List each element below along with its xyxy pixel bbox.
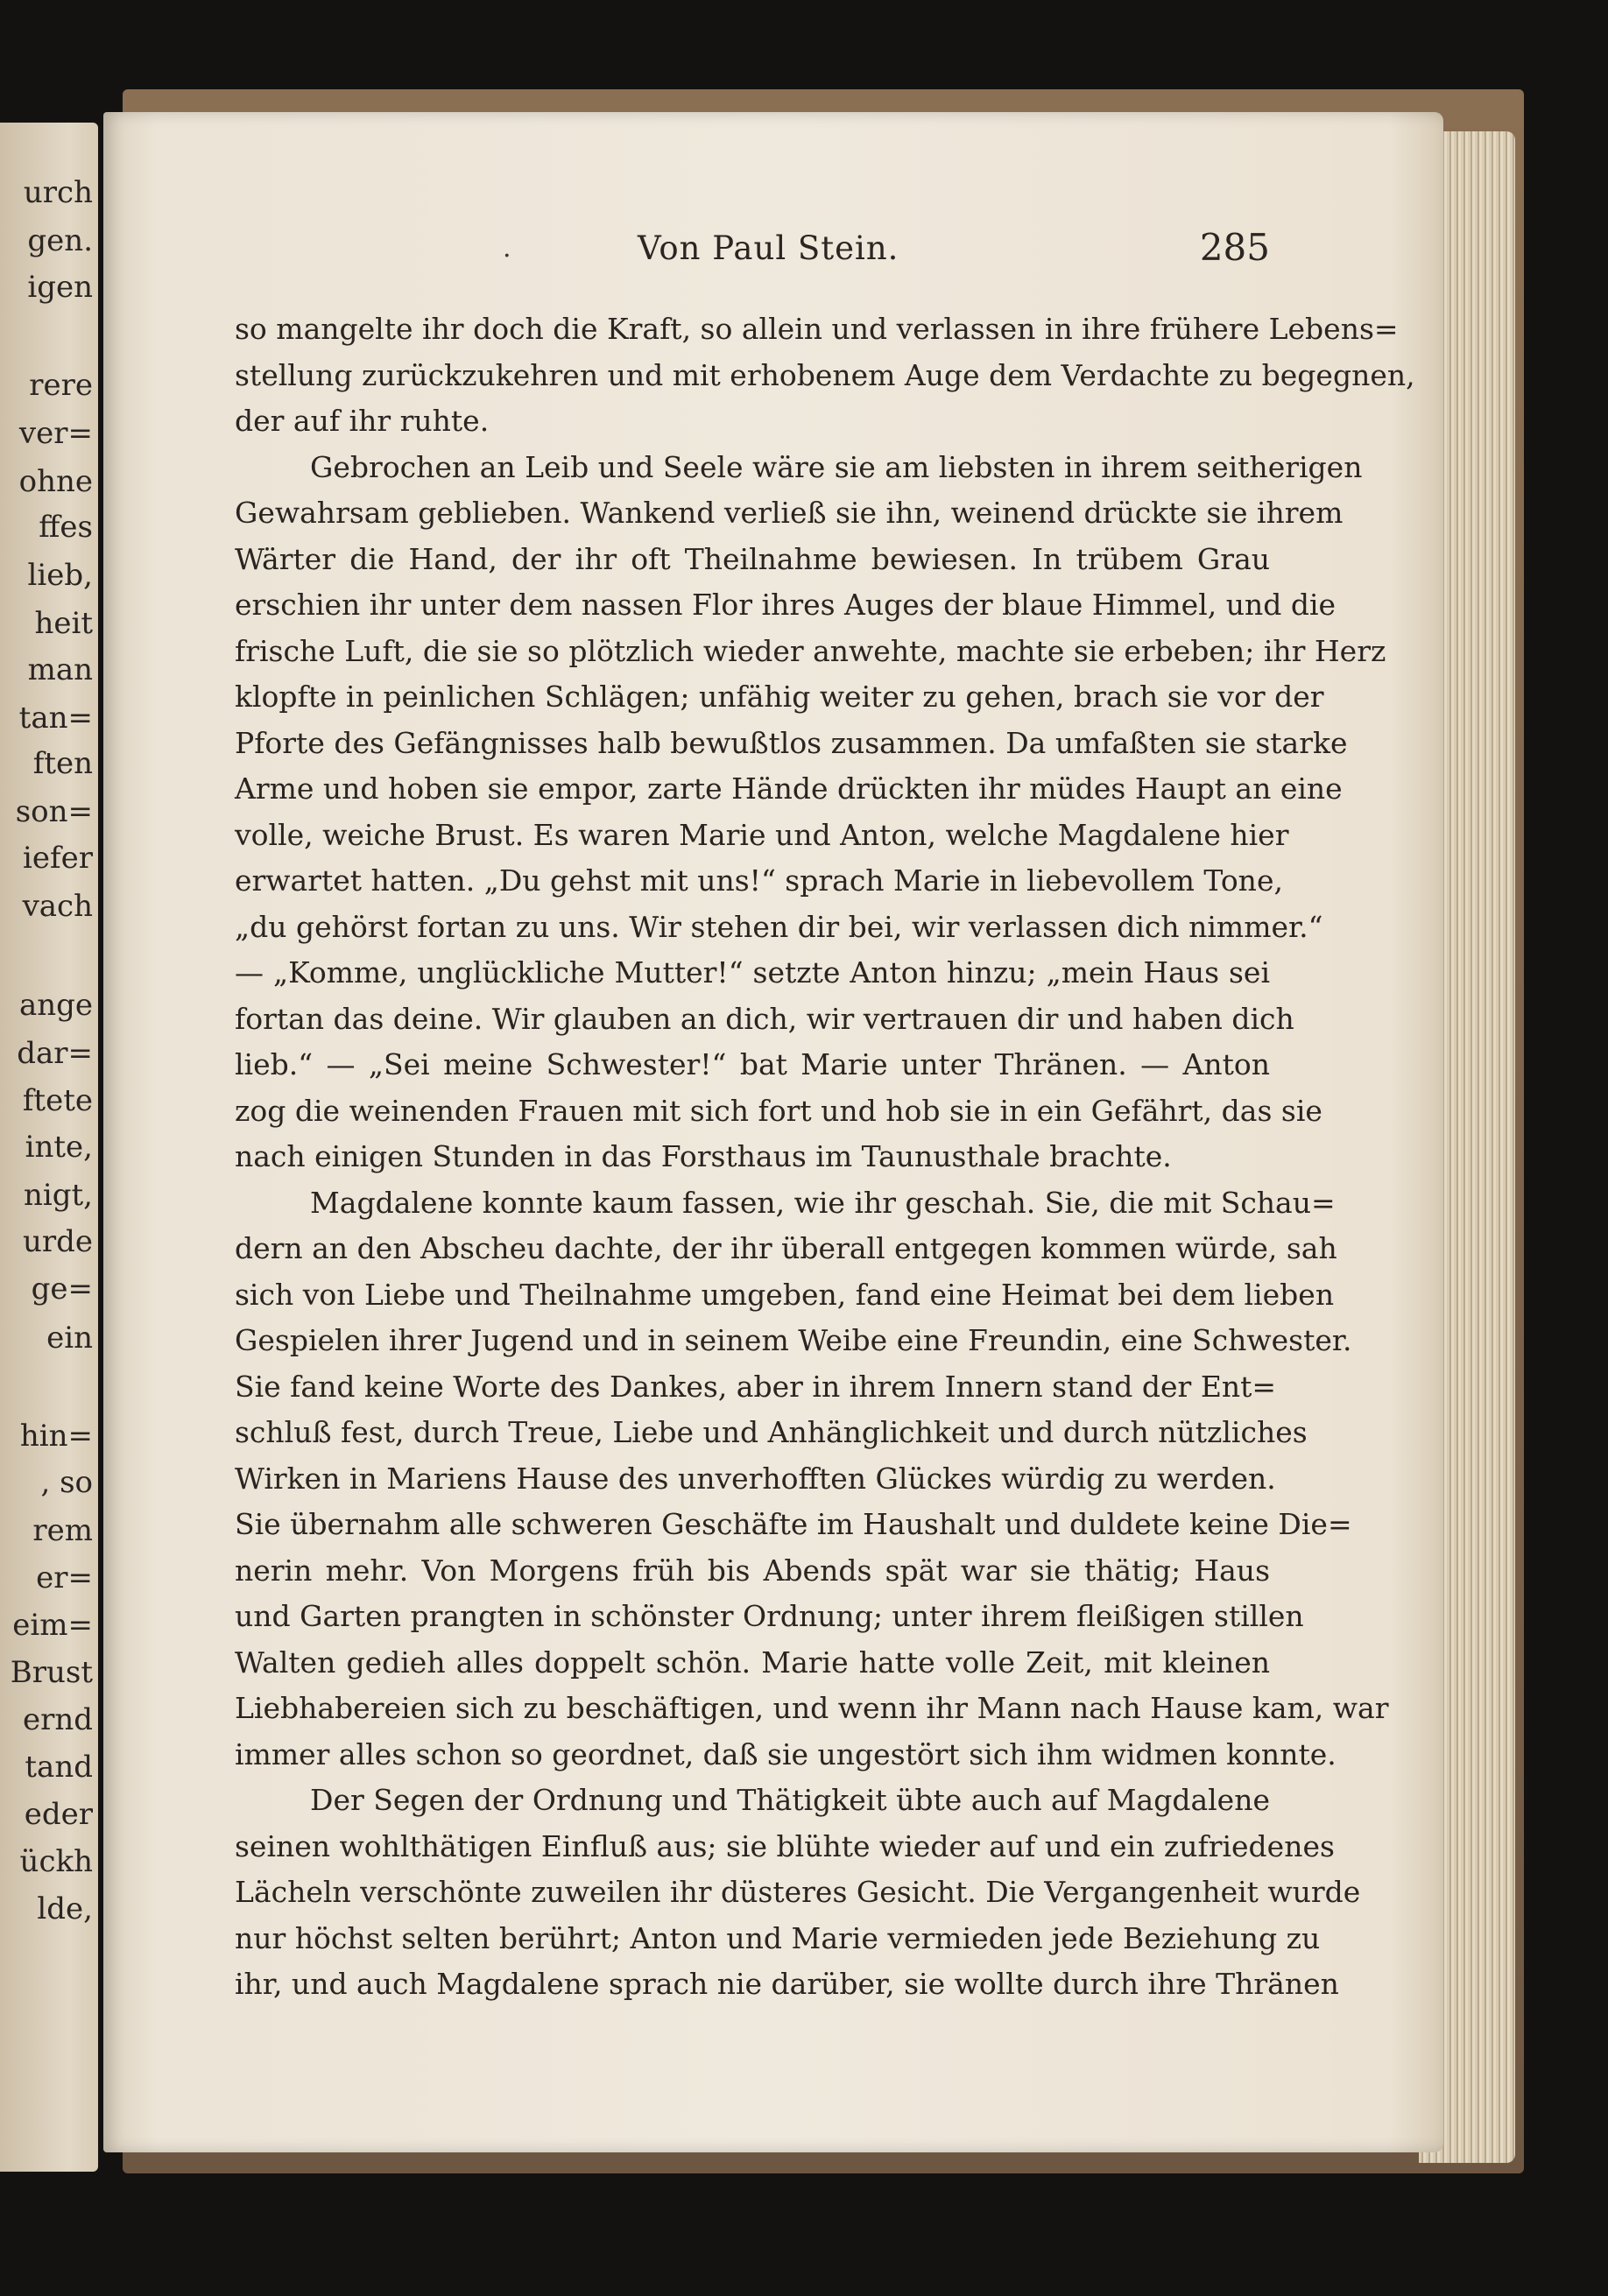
text-line: seinen wohlthätigen Einfluß aus; sie blühte wieder auf und ein zufriedenes [235,1828,1335,1863]
previous-page-fragment: ftete [22,1083,93,1118]
body-text [235,306,1415,2008]
text-line: erwartet hatten. „Du gehst mit uns!“ sprach Marie in liebevollem Tone, [235,863,1283,898]
text-line: Lächeln verschönte zuweilen ihr düsteres Gesicht. Die Vergangenheit wurde [235,1875,1361,1909]
text-line: schluß fest, durch Treue, Liebe und Anhänglichkeit und durch nützliches [235,1415,1308,1449]
previous-page-fragment: tan= [18,701,93,736]
text-line: stellung zurückzukehren und mit erhobenem Auge dem Verdachte zu begegnen, [235,357,1415,392]
previous-page-fragment: dar= [17,1036,93,1071]
text-line: Pforte des Gefängnisses halb bewußtlos zusammen. Da umfaßten sie starke [235,725,1348,760]
previous-page-fragment: inte, [25,1130,93,1165]
text-line: erschien ihr unter dem nassen Flor ihres Auges der blaue Himmel, und die [235,588,1336,622]
previous-page-fragment: nigt, [23,1178,93,1213]
text-line: Walten gedieh alles doppelt schön. Marie hatte volle Zeit, mit kleinen [235,1645,1270,1680]
previous-page-fragment: ge= [31,1271,93,1306]
previous-page-fragment: ffes [39,510,93,545]
text-line: Wärter die Hand, der ihr oft Theilnahme bewiesen. In trübem Grau [235,541,1270,576]
text-line: nerin mehr. Von Morgens früh bis Abends spät war sie thätig; Haus [235,1553,1270,1588]
text-line: volle, weiche Brust. Es waren Marie und Anton, welche Magdalene hier [235,817,1289,852]
previous-page-fragment: ange [18,988,93,1023]
page-number: 285 [1199,226,1270,269]
previous-page-fragment: er= [36,1560,93,1595]
text-line: dern an den Abscheu dachte, der ihr überall entgegen kommen würde, sah [235,1231,1337,1265]
text-line: nach einigen Stunden in das Forsthaus im Taunusthale brachte. [235,1139,1172,1173]
text-line: lieb.“ — „Sei meine Schwester!“ bat Marie unter Thränen. — Anton [235,1047,1270,1081]
text-line: so mangelte ihr doch die Kraft, so allein und verlassen in ihre frühere Lebens= [235,312,1399,346]
text-line: ihr, und auch Magdalene sprach nie darüber, sie wollte durch ihre Thränen [235,1967,1339,2001]
text-line: Sie übernahm alle schweren Geschäfte im Haushalt und duldete keine Die= [235,1507,1352,1541]
running-head-dot: . [503,233,511,264]
previous-page-edge [0,123,98,2172]
previous-page-fragment: iefer [23,841,93,876]
previous-page-fragment: Brust [10,1655,93,1690]
text-line: Gespielen ihrer Jugend und in seinem Weibe eine Freundin, eine Schwester. [235,1323,1352,1357]
previous-page-fragment: tand [25,1750,93,1785]
previous-page-fragment: ückh [19,1844,93,1879]
previous-page-fragment: ein [46,1321,93,1356]
previous-page-fragment: ften [32,746,93,781]
previous-page-fragment: , so [40,1465,93,1500]
previous-page-fragment: son= [15,794,93,829]
text-line: und Garten prangten in schönster Ordnung; unter ihrem fleißigen stillen [235,1599,1304,1633]
text-line: Sie fand keine Worte des Dankes, aber in ihrem Innern stand der Ent= [235,1369,1277,1404]
previous-page-fragment: ernd [22,1702,93,1737]
text-line: der auf ihr ruhte. [235,404,490,438]
running-head-title: Von Paul Stein. [638,229,899,267]
previous-page-fragment: lde, [37,1891,93,1926]
text-line: immer alles schon so geordnet, daß sie ungestört sich ihm widmen konnte. [235,1736,1336,1771]
previous-page-fragment: ver= [18,416,93,451]
text-line: „du gehörst fortan zu uns. Wir stehen dir bei, wir verlassen dich nimmer.“ [235,909,1323,944]
text-line: Gebrochen an Leib und Seele wäre sie am liebsten in ihrem seitherigen [310,449,1363,484]
previous-page-fragment: gen. [27,223,93,258]
text-line: — „Komme, unglückliche Mutter!“ setzte Anton hinzu; „mein Haus sei [235,955,1270,990]
text-line: zog die weinenden Frauen mit sich fort und hob sie in ein Gefährt, das sie [235,1093,1322,1128]
text-line: Wirken in Mariens Hause des unverhofften Glückes würdig zu werden. [235,1461,1276,1496]
text-line: Magdalene konnte kaum fassen, wie ihr geschah. Sie, die mit Schau= [310,1185,1336,1220]
text-line: Gewahrsam geblieben. Wankend verließ sie ihn, weinend drückte sie ihrem [235,496,1344,530]
previous-page-fragment: igen [27,270,93,305]
previous-page-fragment: vach [22,889,93,924]
previous-page-fragment: eder [24,1797,93,1832]
previous-page-fragment: heit [34,606,93,641]
text-line: klopfte in peinlichen Schlägen; unfähig weiter zu gehen, brach sie vor der [235,680,1324,714]
previous-page-fragment: urde [22,1224,93,1259]
text-line: sich von Liebe und Theilnahme umgeben, fand eine Heimat bei dem lieben [235,1277,1335,1312]
running-head [235,226,1270,282]
previous-page-fragment: rem [32,1513,93,1548]
text-line: Arme und hoben sie empor, zarte Hände drückten ihr müdes Haupt an eine [235,771,1343,806]
previous-page-fragment: eim= [12,1608,93,1643]
previous-page-fragment: urch [23,175,93,210]
previous-page-fragment: rere [29,368,93,403]
text-line: fortan das deine. Wir glauben an dich, wir vertrauen dir und haben dich [235,1001,1294,1036]
text-line: nur höchst selten berührt; Anton und Marie vermieden jede Beziehung zu [235,1920,1321,1955]
previous-page-fragment: ohne [18,464,93,499]
previous-page-fragment: lieb, [27,558,93,593]
text-line: frische Luft, die sie so plötzlich wieder anwehte, machte sie erbeben; ihr Herz [235,633,1386,668]
previous-page-fragment: man [27,652,93,687]
text-line: Liebhabereien sich zu beschäftigen, und wenn ihr Mann nach Hause kam, war [235,1691,1389,1725]
previous-page-fragment: hin= [19,1419,93,1454]
text-line: Der Segen der Ordnung und Thätigkeit übte auch auf Magdalene [310,1783,1270,1817]
